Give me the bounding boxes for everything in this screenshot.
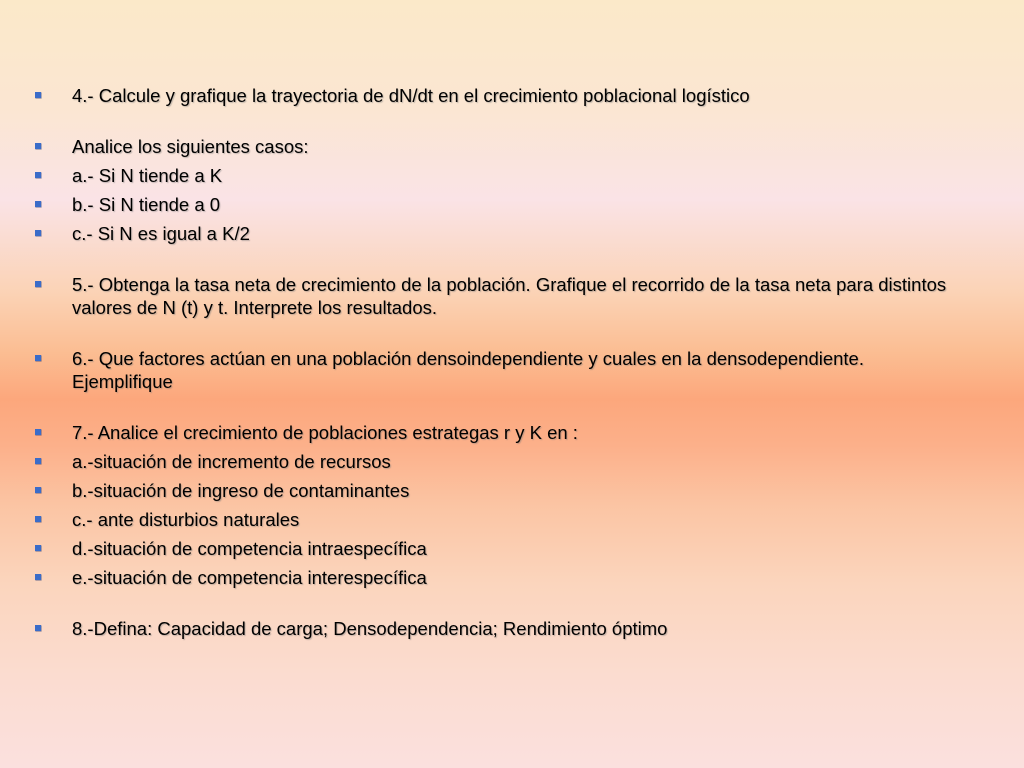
list-item xyxy=(32,566,952,589)
list-item xyxy=(32,537,952,560)
item-text: 6.- Que factores actúan en una población densoindependiente y cuales en la densodependiente. Ejemplifique xyxy=(72,348,864,392)
square-bullet-icon xyxy=(35,545,41,551)
square-bullet-icon xyxy=(35,429,41,435)
square-bullet-icon xyxy=(35,458,41,464)
list-item xyxy=(32,222,952,245)
item-text: e.-situación de competencia interespecífica xyxy=(72,567,427,588)
item-text: 5.- Obtenga la tasa neta de crecimiento de la población. Grafique el recorrido de la tasa neta para distintos valores de N (t) y t. Interprete los resultados. xyxy=(72,274,947,318)
list-item xyxy=(32,479,952,502)
item-text: b.-situación de ingreso de contaminantes xyxy=(72,480,410,501)
list-item xyxy=(32,164,952,187)
item-text: 4.- Calcule y grafique la trayectoria de dN/dt en el crecimiento poblacional logístico xyxy=(72,85,750,106)
list-item xyxy=(32,617,952,640)
square-bullet-icon xyxy=(35,355,41,361)
item-text: c.- ante disturbios naturales xyxy=(72,509,300,530)
square-bullet-icon xyxy=(35,92,41,98)
list-item xyxy=(32,421,952,444)
list-item xyxy=(32,508,952,531)
list-item xyxy=(32,347,952,393)
item-text: d.-situación de competencia intraespecífica xyxy=(72,538,427,559)
square-bullet-icon xyxy=(35,172,41,178)
list-item xyxy=(32,193,952,216)
item-text: a.- Si N tiende a K xyxy=(72,165,223,186)
square-bullet-icon xyxy=(35,516,41,522)
list-item xyxy=(32,450,952,473)
square-bullet-icon xyxy=(35,574,41,580)
item-text: a.-situación de incremento de recursos xyxy=(72,451,391,472)
square-bullet-icon xyxy=(35,625,41,631)
item-text: Analice los siguientes casos: xyxy=(72,136,309,157)
list-item xyxy=(32,273,952,319)
item-text: 7.- Analice el crecimiento de poblaciones estrategas r y K en : xyxy=(72,422,578,443)
question-list xyxy=(32,84,952,646)
list-item xyxy=(32,135,952,158)
list-item xyxy=(32,84,952,107)
item-text: 8.-Defina: Capacidad de carga; Densodependencia; Rendimiento óptimo xyxy=(72,618,668,639)
square-bullet-icon xyxy=(35,230,41,236)
item-text: b.- Si N tiende a 0 xyxy=(72,194,221,215)
square-bullet-icon xyxy=(35,281,41,287)
square-bullet-icon xyxy=(35,487,41,493)
square-bullet-icon xyxy=(35,143,41,149)
item-text: c.- Si N es igual a K/2 xyxy=(72,223,250,244)
square-bullet-icon xyxy=(35,201,41,207)
